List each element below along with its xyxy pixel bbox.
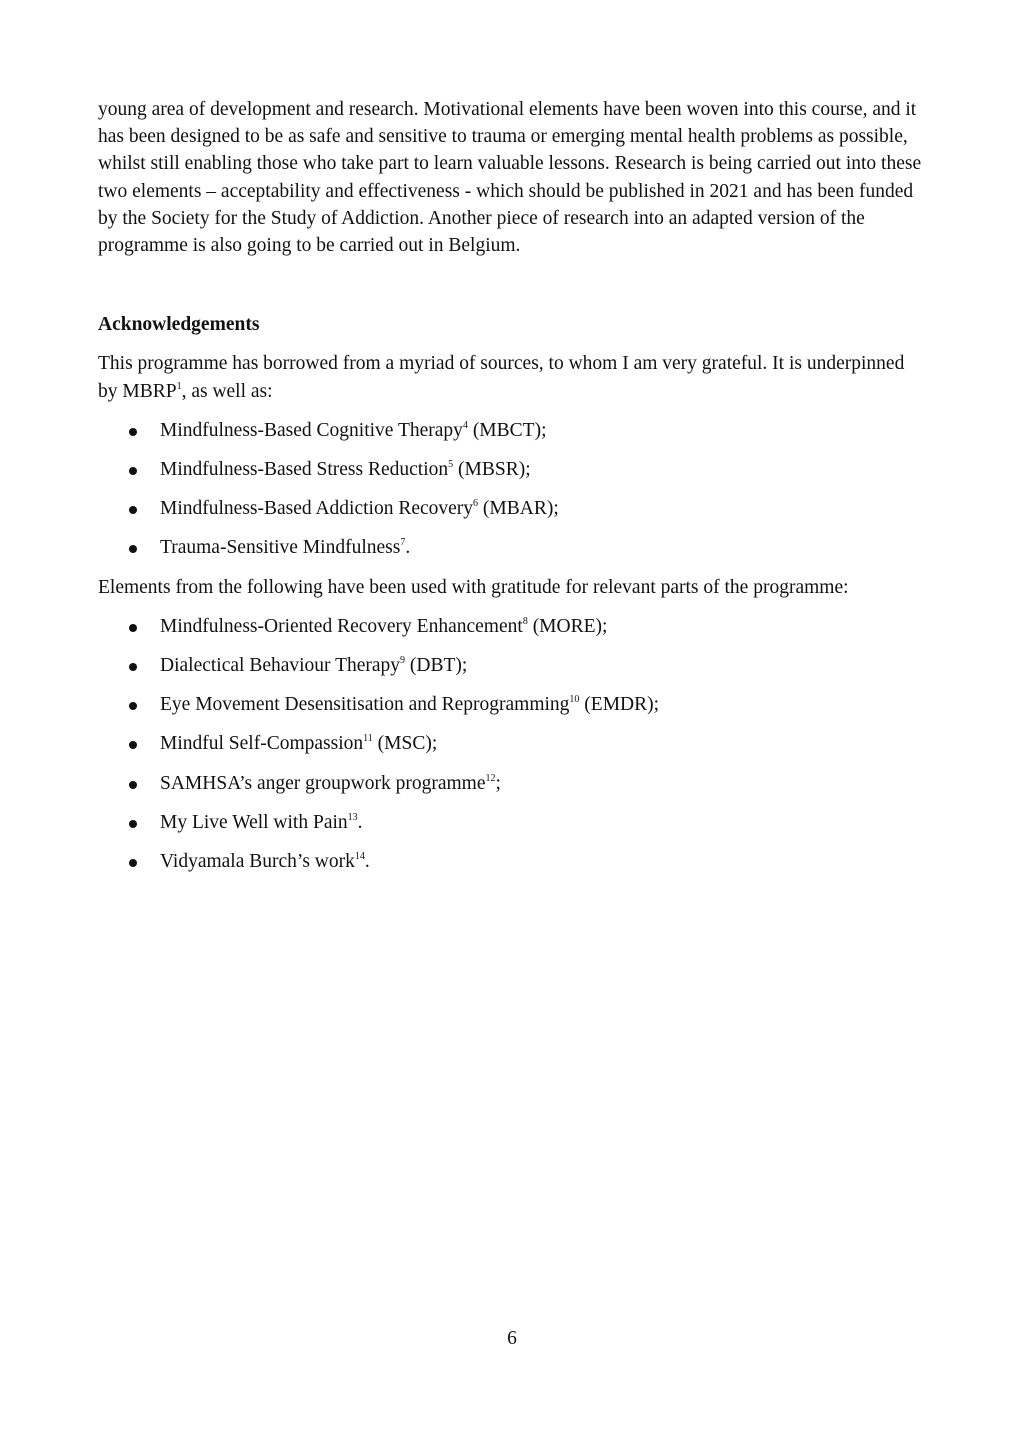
acknowledgements-intro [98,350,928,404]
source-suffix: (MORE); [527,615,608,637]
source-suffix: (MSC); [372,733,438,755]
list-item [98,495,928,522]
source-name: Dialectical Behaviour Therapy [160,655,401,677]
list-item [98,848,928,875]
source-suffix: . [364,851,370,873]
intro-paragraph: young area of development and research. Motivational elements have been woven into this course, and it has been designed to be as safe and sensitive to trauma or emerging mental health problems as possible, whilst still enabling those who take part to learn valuable lessons. Research is being carried out into these two elements – acceptability and effectiveness - which should be published in 2021 and has been funded by the Society for the Study of Addiction. Another piece of research into an adapted version of the programme is also going to be carried out in Belgium. [98,99,922,257]
bullet-icon [129,467,137,475]
bullet-icon [129,859,137,867]
bullet-icon [129,545,137,553]
source-suffix: (MBAR); [478,498,559,520]
bullet-icon [129,624,137,632]
bullet-icon [129,506,137,514]
element-sources-list [98,613,928,875]
source-name: Vidyamala Burch’s work [160,851,355,873]
source-suffix: . [357,811,363,833]
footnote-ref: 12 [485,772,496,784]
source-suffix: . [405,537,411,559]
list-item [98,534,928,561]
footnote-ref: 9 [400,655,406,667]
bullet-icon [129,741,137,749]
source-name: Mindfulness-Oriented Recovery Enhancement [160,615,523,637]
source-suffix: (MBSR); [453,459,531,481]
source-name: Eye Movement Desensitisation and Reprogramming [160,694,570,716]
list-item [98,456,928,483]
list-item [98,417,928,444]
page-number: 6 [507,1328,517,1349]
footnote-ref: 4 [462,419,468,431]
footnote-ref: 6 [473,498,479,510]
footnote-ref: 1 [176,380,182,392]
footnote-ref: 8 [522,615,528,627]
source-suffix: (MBCT); [467,419,547,441]
elements-intro: Elements from the following have been used with gratitude for relevant parts of the programme: [98,576,849,598]
underpinning-sources-list [98,417,928,562]
list-item [98,613,928,640]
bullet-icon [129,702,137,710]
acknowledgements-heading: Acknowledgements [98,314,260,336]
source-name: SAMHSA’s anger groupwork programme [160,772,486,794]
source-name: Mindfulness-Based Stress Reduction [160,459,449,481]
acknowledgements-intro-after: , as well as: [181,380,273,402]
source-name: Mindful Self-Compassion [160,733,364,755]
bullet-icon [129,663,137,671]
list-item [98,691,928,718]
bullet-icon [129,781,137,789]
list-item [98,770,928,797]
list-item [98,809,928,836]
source-name: Trauma-Sensitive Mindfulness [160,537,401,559]
footnote-ref: 14 [354,851,365,863]
document-page [98,96,928,875]
acknowledgements-intro-text: This programme has borrowed from a myriad of sources, to whom I am very grateful. It is underpinned by MBRP [98,353,905,402]
source-suffix: ; [495,772,501,794]
source-name: My Live Well with Pain [160,811,348,833]
list-item [98,652,928,679]
source-name: Mindfulness-Based Addiction Recovery [160,498,474,520]
footnote-ref: 7 [400,537,406,549]
bullet-icon [129,428,137,436]
source-suffix: (EMDR); [579,694,660,716]
source-suffix: (DBT); [405,655,468,677]
footnote-ref: 10 [569,694,580,706]
list-item [98,730,928,757]
footnote-ref: 5 [448,459,454,471]
bullet-icon [129,820,137,828]
footnote-ref: 11 [363,733,373,745]
footnote-ref: 13 [347,811,358,823]
source-name: Mindfulness-Based Cognitive Therapy [160,419,463,441]
